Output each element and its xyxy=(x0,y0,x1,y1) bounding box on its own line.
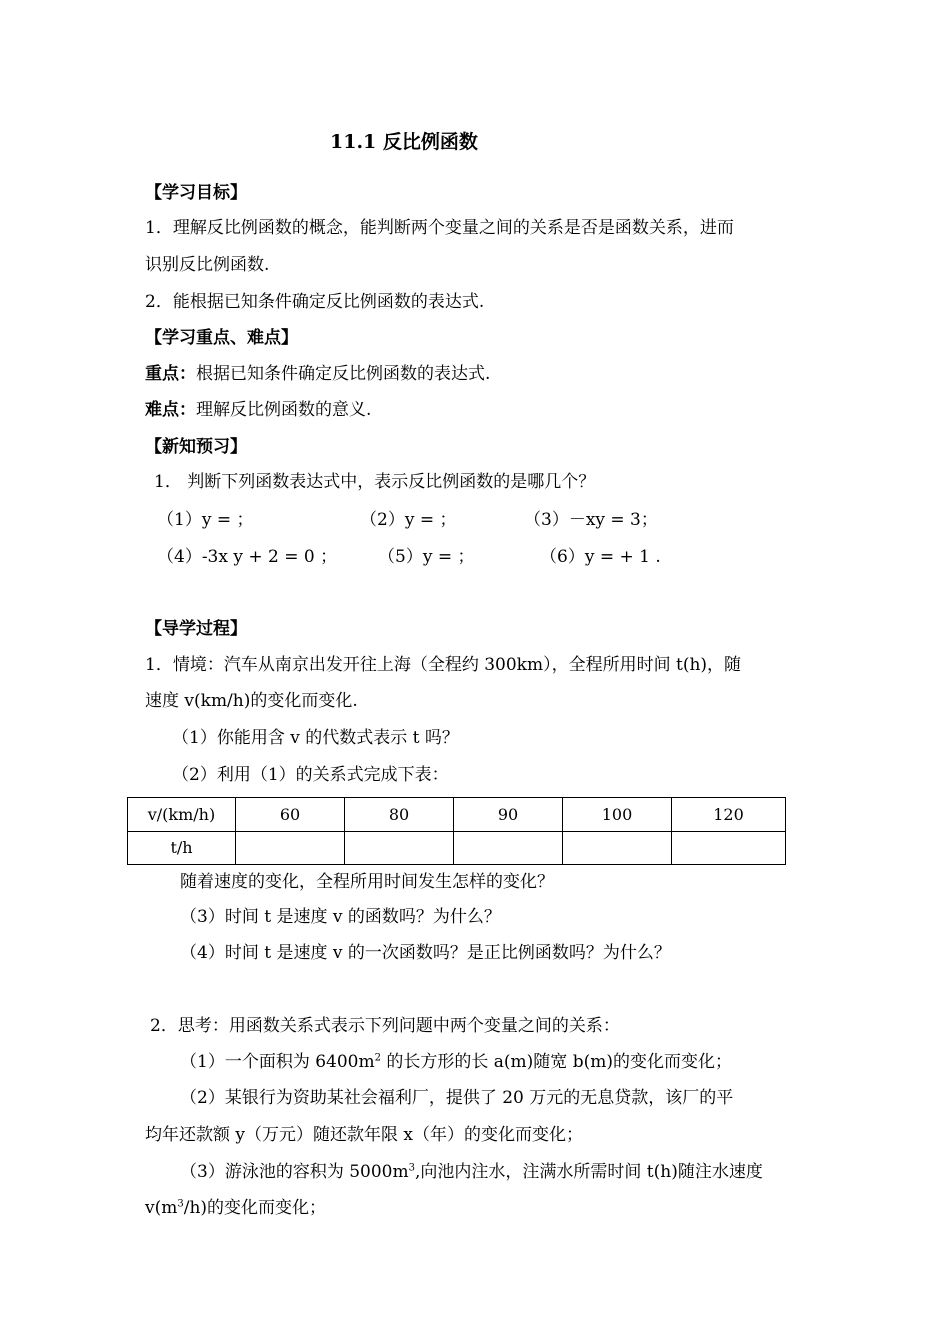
process-heading: 【导学过程】 xyxy=(145,619,247,639)
difficulty-label: 难点： xyxy=(145,400,196,420)
goal-1-line-2: 识别反比例函数. xyxy=(145,255,270,275)
focus-line xyxy=(145,362,490,386)
table-cell-speed: 80 xyxy=(345,798,454,832)
key-points-heading: 【学习重点、难点】 xyxy=(145,328,298,348)
preview-option-3: （3）－xy = 3； xyxy=(524,510,658,530)
problem-3-text: （3）游泳池的容积为 5000m xyxy=(180,1162,409,1182)
superscript: 3 xyxy=(177,1198,184,1210)
problem-3-line-2-text: v(m xyxy=(145,1198,178,1218)
question-1: （1）你能用含 v 的代数式表示 t 吗？ xyxy=(172,728,459,748)
question-2: （2）利用（1）的关系式完成下表： xyxy=(172,765,449,785)
question-4: （4）时间 t 是速度 v 的一次函数吗？是正比例函数吗？为什么？ xyxy=(180,943,671,963)
focus-text: 根据已知条件确定反比例函数的表达式. xyxy=(196,364,491,384)
problem-1-text-end: 的长方形的长 a(m)随宽 b(m)的变化而变化； xyxy=(380,1052,732,1072)
preview-option-4: （4）-3x y + 2 = 0 ； xyxy=(157,547,338,567)
problem-1-text: （1）一个面积为 6400m xyxy=(180,1052,375,1072)
scenario-line-1: 1．情境：汽车从南京出发开往上海（全程约 300km），全程所用时间 t(h)，随 xyxy=(145,655,742,675)
goals-heading: 【学习目标】 xyxy=(145,183,247,203)
problem-3-line-2-text-end: /h)的变化而变化； xyxy=(183,1198,327,1218)
problem-3-line-2 xyxy=(145,1196,326,1220)
question-3: （3）时间 t 是速度 v 的函数吗？为什么？ xyxy=(180,907,501,927)
scenario-line-2: 速度 v(km/h)的变化而变化. xyxy=(145,691,358,711)
after-table-question: 随着速度的变化，全程所用时间发生怎样的变化？ xyxy=(180,872,554,892)
problem-2-line-2: 均年还款额 y（万元）随还款年限 x（年）的变化而变化； xyxy=(145,1125,583,1145)
table-cell-speed: 90 xyxy=(454,798,563,832)
table-cell-time xyxy=(236,831,345,865)
table-row-header-time: t/h xyxy=(128,831,236,865)
table-cell-speed: 60 xyxy=(236,798,345,832)
problem-3-line-1 xyxy=(180,1160,763,1184)
table-cell-time xyxy=(345,831,454,865)
page-title: 11.1 反比例函数 xyxy=(330,131,478,153)
superscript: 2 xyxy=(374,1052,381,1064)
table-row xyxy=(128,831,786,865)
preview-option-1: （1）y = ； xyxy=(157,510,254,530)
table-row xyxy=(128,798,786,832)
goal-1-line-1: 1．理解反比例函数的概念，能判断两个变量之间的关系是否是函数关系，进而 xyxy=(145,218,734,238)
preview-heading: 【新知预习】 xyxy=(145,437,247,457)
table-row-header-speed: v/(km/h) xyxy=(128,798,236,832)
goal-2: 2．能根据已知条件确定反比例函数的表达式. xyxy=(145,292,485,312)
problem-1 xyxy=(180,1050,732,1074)
superscript: 3 xyxy=(408,1162,415,1174)
speed-time-table xyxy=(127,797,786,865)
problem-3-text-end: ,向池内注水，注满水所需时间 t(h)随注水速度 xyxy=(414,1162,763,1182)
table-cell-time xyxy=(672,831,786,865)
preview-option-2: （2）y = ； xyxy=(360,510,457,530)
difficulty-text: 理解反比例函数的意义. xyxy=(196,400,372,420)
problem-2-line-1: （2）某银行为资助某社会福利厂，提供了 20 万元的无息贷款，该厂的平 xyxy=(180,1088,734,1108)
difficulty-line xyxy=(145,398,371,422)
table-cell-time xyxy=(454,831,563,865)
focus-label: 重点： xyxy=(145,364,196,384)
table-cell-speed: 120 xyxy=(672,798,786,832)
preview-option-6: （6）y = + 1 . xyxy=(540,547,661,567)
table-cell-time xyxy=(563,831,672,865)
think-prompt: 2．思考：用函数关系式表示下列问题中两个变量之间的关系： xyxy=(150,1016,620,1036)
table-cell-speed: 100 xyxy=(563,798,672,832)
preview-question: 1． 判断下列函数表达式中，表示反比例函数的是哪几个？ xyxy=(154,472,596,492)
preview-option-5: （5）y = ； xyxy=(378,547,475,567)
